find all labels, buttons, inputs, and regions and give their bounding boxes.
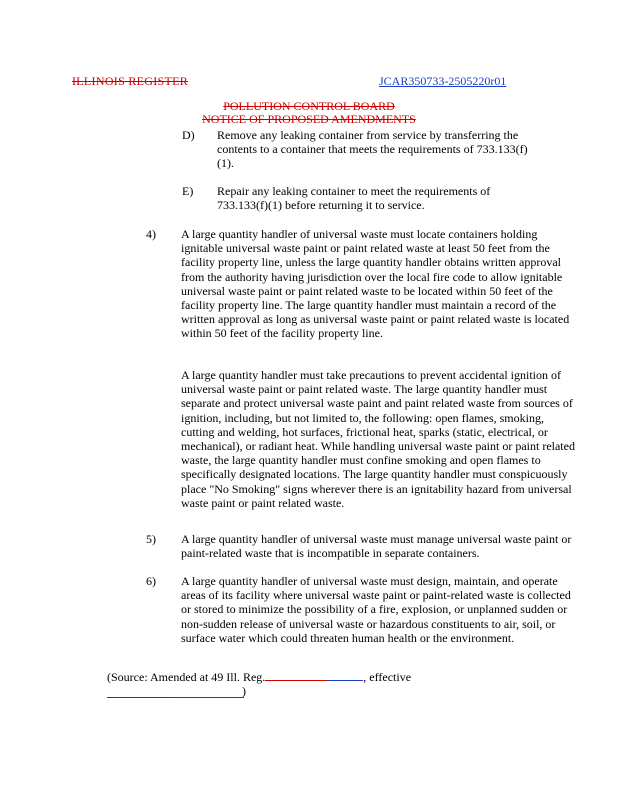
paragraph-5-label: 5) [146,532,156,546]
source-note [107,670,411,684]
effective-blank-deleted [107,697,170,698]
source-close-paren: ) [242,684,246,698]
register-title: ILLINOIS REGISTER [72,74,189,88]
paragraph-5-text: A large quantity handler of universal waste must manage universal waste paint or paint-related waste that is incompatible in separate containers. [181,532,572,561]
paragraph-4-ignition-text: A large quantity handler must take precautions to prevent accidental ignition of universal waste paint or paint related waste. The large quantity handler must separate and protect universal waste paint and paint related waste from sources of ignition, including, but not limited to, the following: open flames, smoking, cutting and welding, hot surfaces, frictional heat, sparks (static, electrical, or mechanical), or radiant heat. While handling universal waste paint or paint related waste, the large quantity handler must confine smoking and open flames to specifically designated locations. The large quantity handler must conspicuously place "No Smoking" signs wherever there is an ignitability hazard from universal waste paint or paint related waste. [181,368,575,510]
source-amended-text: (Source: Amended at 49 Ill. Reg. [107,670,266,684]
item-e-text: Repair any leaking container to meet the requirements of 733.133(f)(1) before returning it to service. [217,184,491,213]
register-blank-inserted [327,680,363,681]
item-d-text: Remove any leaking container from service by transferring the contents to a container that meets the requirements of 733.133(f)(1). [217,128,528,171]
notice-title: NOTICE OF PROPOSED AMENDMENTS [202,112,416,126]
paragraph-6-label: 6) [146,574,156,588]
effective-text: , effective [363,670,412,684]
paragraph-4-text: A large quantity handler of universal waste must locate containers holding ignitable universal waste paint or paint related waste at least 50 feet from the facility property line, unless the large quantity handler obtains written approval from the authority having jurisdiction over the local fire code to allow ignitable universal waste paint or paint related waste to be located within 50 feet of the facility property line. The large quantity handler must maintain a record of the written approval as long as universal waste paint or paint related waste is located within 50 feet of the facility property line. [181,227,570,341]
agency-heading [0,100,618,126]
item-e-label: E) [182,184,194,198]
paragraph-6-text: A large quantity handler of universal waste must design, maintain, and operate areas of its facility where universal waste paint or paint-related waste is collected or stored to minimize the possibility of a fire, explosion, or unplanned sudden or non-sudden release of universal waste or hazardous constituents to air, soil, or surface water which could threaten human health or the environment. [181,574,571,645]
register-blank-deleted [265,680,327,681]
item-d-label: D) [182,128,195,142]
jcar-link[interactable]: JCAR350733-2505220r01 [379,74,507,88]
agency-name: POLLUTION CONTROL BOARD [223,99,395,113]
paragraph-4-label: 4) [146,227,156,241]
effective-blank-inserted [170,697,244,698]
